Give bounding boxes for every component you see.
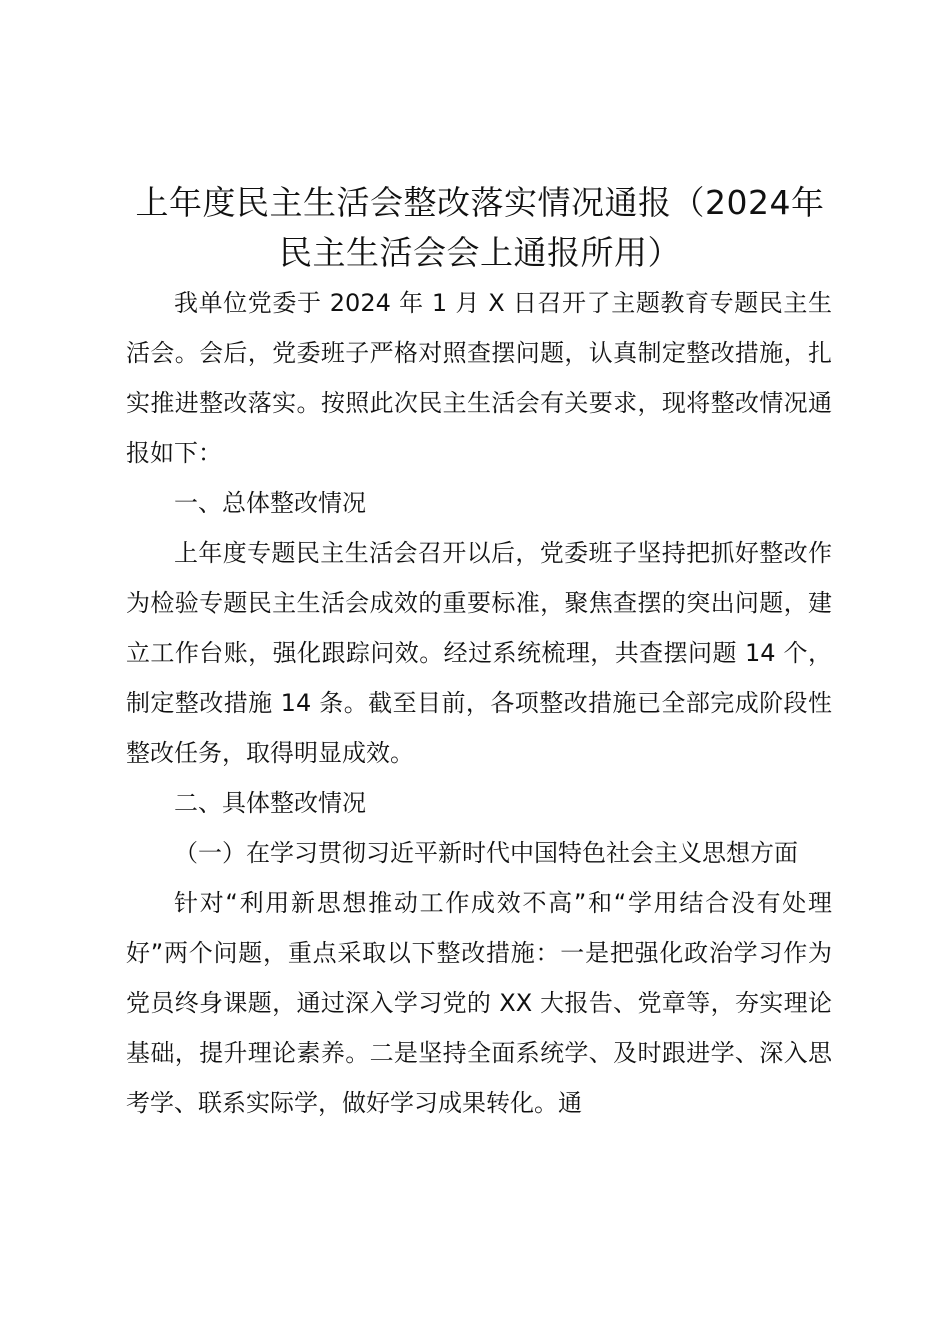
document-body <box>126 278 832 1128</box>
intro-paragraph: 我单位党委于 2024 年 1 月 X 日召开了主题教育专题民主生活会。会后，党委班子严格对照查摆问题，认真制定整改措施，扎实推进整改落实。按照此次民主生活会有关要求，现将整改情况通报如下： <box>126 289 832 467</box>
section-heading-overall: 一、总体整改情况 <box>174 489 366 517</box>
study-paragraph: 针对“利用新思想推动工作成效不高”和“学用结合没有处理好”两个问题，重点采取以下整改措施：一是把强化政治学习作为党员终身课题，通过深入学习党的 XX 大报告、党章等，夯实理论基础，提升理论素养。二是坚持全面系统学、及时跟进学、深入思考学、联系实际学，做好学习成果转化。通 <box>126 889 832 1117</box>
overall-paragraph: 上年度专题民主生活会召开以后，党委班子坚持把抓好整改作为检验专题民主生活会成效的重要标准，聚焦查摆的突出问题，建立工作台账，强化跟踪问效。经过系统梳理，共查摆问题 14 个，制定整改措施 14 条。截至目前，各项整改措施已全部完成阶段性整改任务，取得明显成效。 <box>126 539 832 767</box>
section-heading-specific: 二、具体整改情况 <box>174 789 366 817</box>
document-title: 上年度民主生活会整改落实情况通报（2024年民主生活会会上通报所用） <box>135 183 825 272</box>
subsection-heading-study: （一）在学习贯彻习近平新时代中国特色社会主义思想方面 <box>174 839 798 867</box>
